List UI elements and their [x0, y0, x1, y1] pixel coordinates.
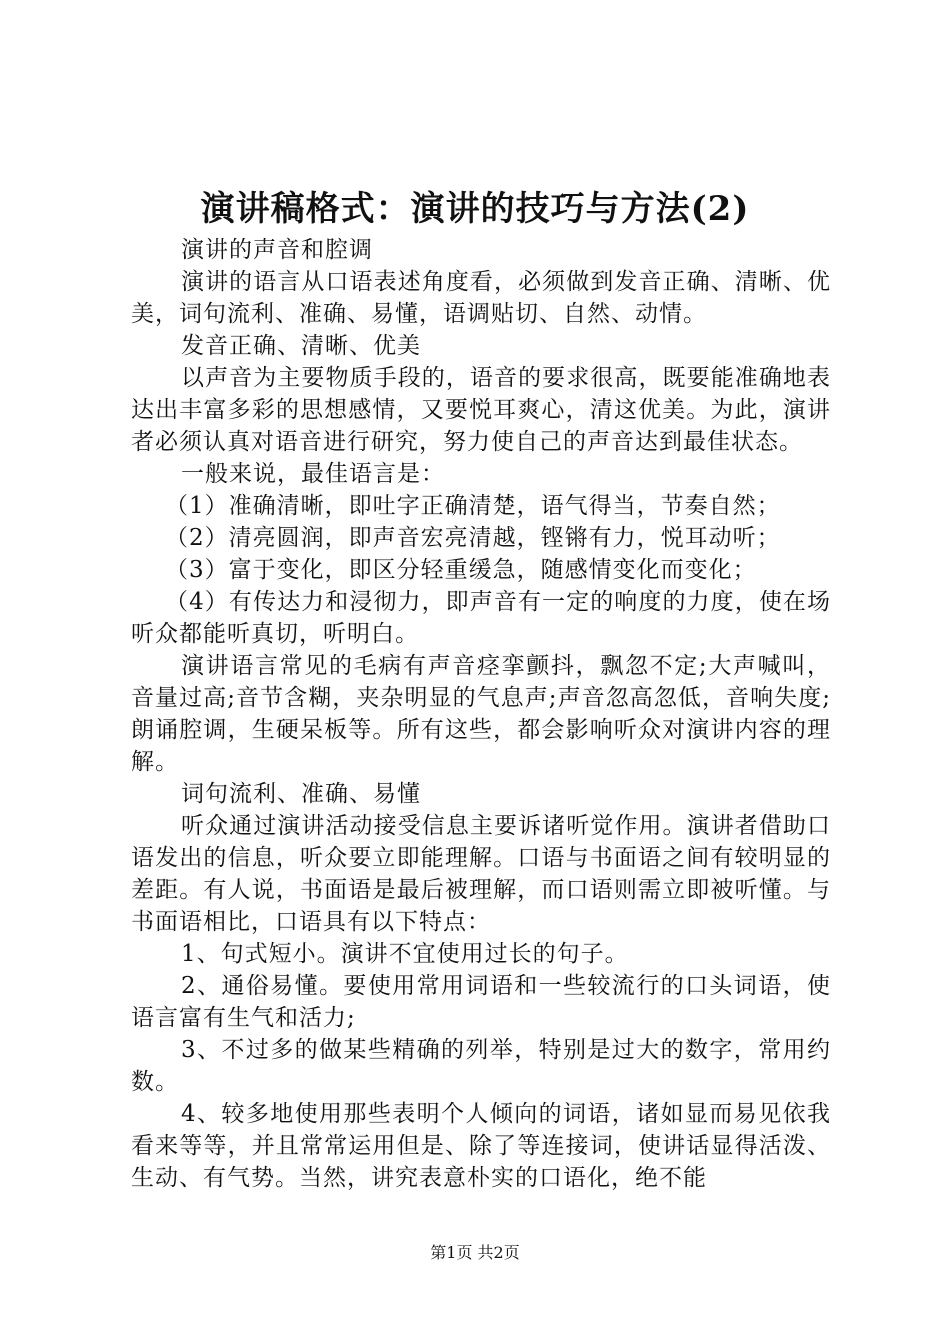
page-footer: 第1页 共2页: [430, 1243, 520, 1262]
list-item: 4、较多地使用那些表明个人倾向的词语，诸如显而易见依我看来等等，并且常常运用但是、除了等连接词，使讲话显得活泼、生动、有气势。当然，讲究表意朴实的口语化，绝不能: [131, 1101, 831, 1191]
list-item: （1）准确清晰，即吐字正确清楚，语气得当，节奏自然；: [165, 493, 781, 519]
section-heading: 词句流利、准确、易懂: [181, 781, 421, 807]
paragraph: 演讲语言常见的毛病有声音痉挛颤抖，飘忽不定;大声喊叫，音量过高;音节含糊，夹杂明显的气息声;声音忽高忽低，音响失度;朗诵腔调，生硬呆板等。所有这些，都会影响听众对演讲内容的理解。: [131, 653, 831, 775]
list-item: （2）清亮圆润，即声音宏亮清越，铿锵有力，悦耳动听；: [165, 525, 781, 551]
list-item: （3）富于变化，即区分轻重缓急，随感情变化而变化；: [165, 557, 757, 583]
list-item: 3、不过多的做某些精确的列举，特别是过大的数字，常用约数。: [131, 1037, 831, 1095]
section-heading: 演讲的声音和腔调: [181, 237, 373, 263]
document-body: [131, 234, 831, 1194]
section-heading: 发音正确、清晰、优美: [181, 333, 421, 359]
paragraph: 演讲的语言从口语表述角度看，必须做到发音正确、清晰、优美，词句流利、准确、易懂，语调贴切、自然、动情。: [131, 269, 831, 327]
paragraph: 听众通过演讲活动接受信息主要诉诸听觉作用。演讲者借助口语发出的信息，听众要立即能理解。口语与书面语之间有较明显的差距。有人说，书面语是最后被理解，而口语则需立即被听懂。与书面语相比，口语具有以下特点：: [131, 813, 831, 935]
paragraph: 以声音为主要物质手段的，语音的要求很高，既要能准确地表达出丰富多彩的思想感情，又要悦耳爽心，清这优美。为此，演讲者必须认真对语音进行研究，努力使自己的声音达到最佳状态。: [131, 365, 831, 455]
document-title: 演讲稿格式：演讲的技巧与方法(2): [200, 189, 750, 229]
paragraph: 一般来说，最佳语言是：: [181, 461, 445, 487]
list-item: （4）有传达力和浸彻力，即声音有一定的响度的力度，使在场听众都能听真切，听明白。: [131, 589, 831, 647]
list-item: 2、通俗易懂。要使用常用词语和一些较流行的口头词语，使语言富有生气和活力;: [131, 973, 831, 1031]
list-item: 1、句式短小。演讲不宜使用过长的句子。: [181, 941, 629, 967]
